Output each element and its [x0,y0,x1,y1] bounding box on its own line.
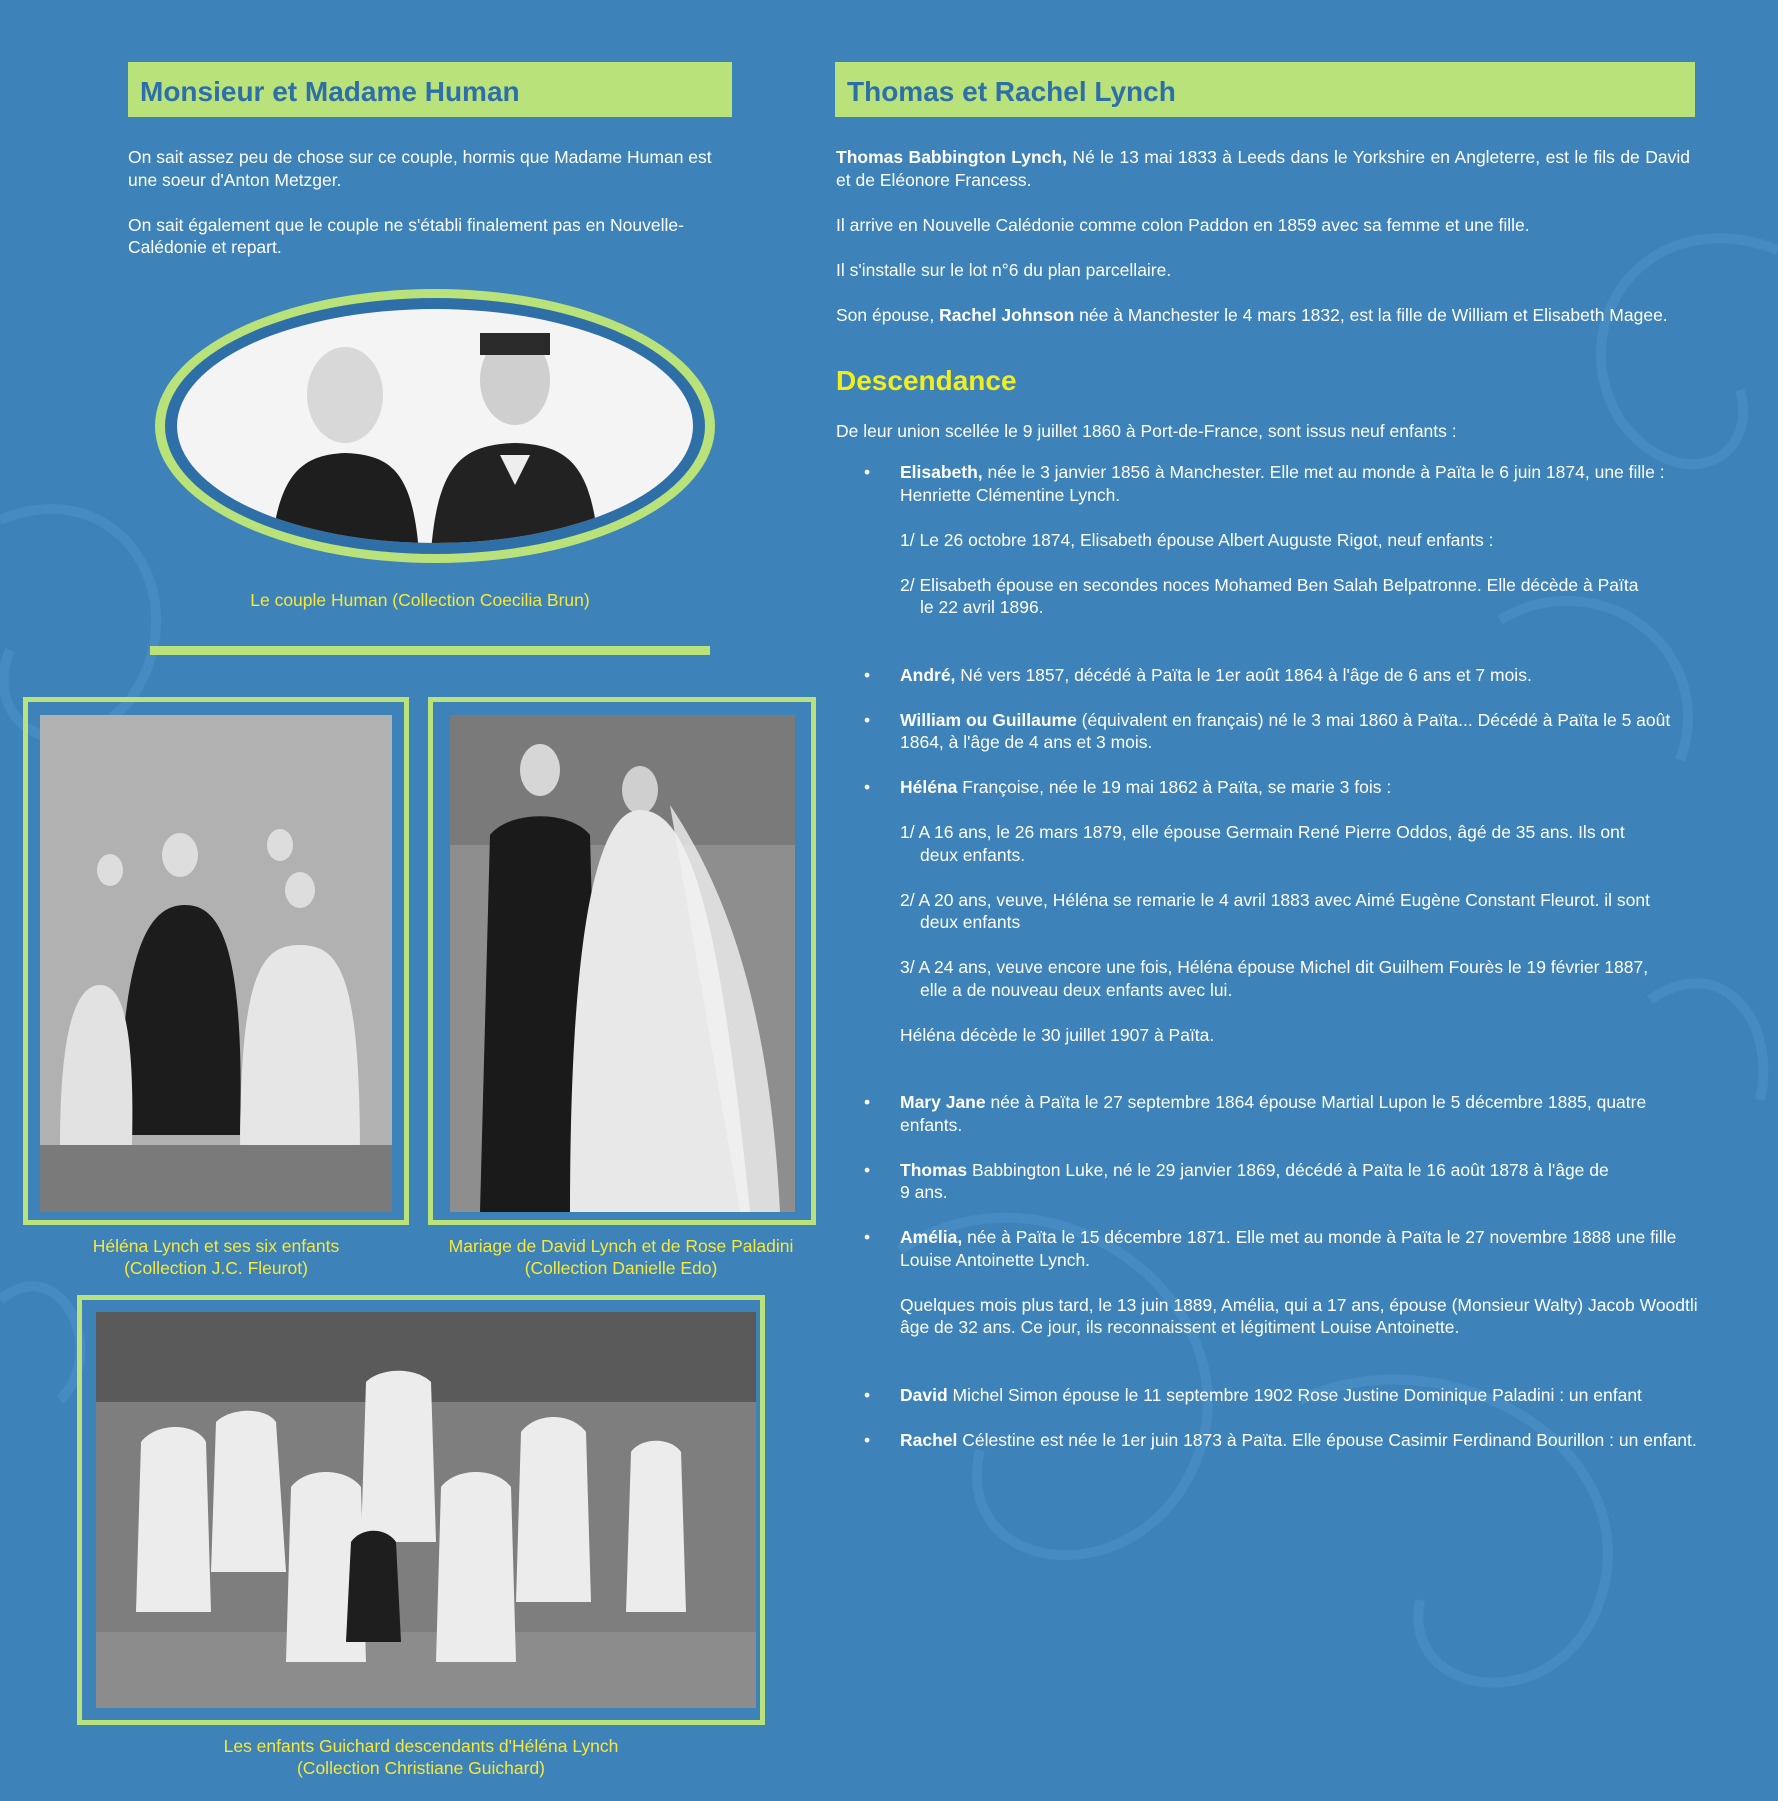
list-item [836,1159,1702,1204]
spacer [836,1361,1702,1384]
caption-guichard [77,1735,765,1779]
bullet-icon: • [864,1159,871,1180]
child-text: Célestine est née le 1er juin 1873 à Païta. Elle épouse Casimir Ferdinand Bourillon : un enfant. [957,1429,1697,1450]
wedding-photo-frame [428,697,816,1225]
right-p4 [836,304,1690,327]
helena-photo [40,715,392,1212]
list-item [836,1226,1702,1271]
child-detail [836,821,1702,866]
right-p4-b: née à Manchester le 4 mars 1832, est la fille de William et Elisabeth Magee. [1074,304,1668,325]
rachel-name: Rachel Johnson [939,304,1075,325]
caption-mariage [425,1235,817,1279]
caption-helena-line1: Héléna Lynch et ses six enfants [92,1236,340,1256]
bullet-icon: • [864,1384,871,1405]
right-p1-text: Né le 13 mai 1833 à Leeds dans le Yorkshire en Angleterre, est le fils de David et de Eléonore Francess. [836,147,1690,190]
child-detail-line: le 22 avril 1896. [920,597,1044,617]
child-detail: Quelques mois plus tard, le 13 juin 1889, Amélia, qui a 17 ans, épouse (Monsieur Walty) Jacob Woodtli âge de 32 ans. Ce jour, ils reconnaissent et légitiment Louise Antoinette. [900,1294,1698,1337]
child-text: 9 ans. [900,1182,948,1202]
guichard-photo-frame [77,1295,765,1725]
left-intro-1: On sait assez peu de chose sur ce couple, hormis que Madame Human est une soeur d'Anton Metzger. [128,147,712,190]
left-title-banner [128,62,732,117]
child-detail: Héléna décède le 30 juillet 1907 à Païta. [900,1024,1215,1045]
child-detail-line: 2/ A 20 ans, veuve, Héléna se remarie le 4 avril 1883 avec Aimé Eugène Constant Fleurot. il sont [900,889,1651,910]
child-detail-line: 1/ A 16 ans, le 26 mars 1879, elle épouse Germain René Pierre Oddos, âgé de 35 ans. Ils ont [900,822,1625,842]
child-text: née à Païta le 15 décembre 1871. Elle met au monde à Païta le 27 novembre 1888 une fille Louise Antoinette Lynch. [900,1227,1677,1270]
child-detail [836,956,1702,1001]
child-name: André, [900,664,956,685]
thomas-name: Thomas Babbington Lynch, [836,147,1067,167]
list-item [836,461,1702,506]
caption-helena-line2: (Collection J.C. Fleurot) [124,1258,308,1278]
spacer [836,1069,1702,1092]
guichard-photo [96,1312,756,1708]
caption-human-text: Le couple Human (Collection Coecilia Brun) [250,590,590,610]
child-text: Michel Simon épouse le 11 septembre 1902 Rose Justine Dominique Paladini : un enfant [947,1384,1642,1405]
caption-guichard-line2: (Collection Christiane Guichard) [296,1758,546,1778]
caption-mariage-line2: (Collection Danielle Edo) [524,1258,718,1278]
child-detail-line: 2/ Elisabeth épouse en secondes noces Mohamed Ben Salah Belpatronne. Elle décède à Païta [900,574,1639,595]
child-name: Amélia, [900,1227,963,1247]
right-p3: Il s'installe sur le lot n°6 du plan parcellaire. [836,259,1172,280]
human-couple-photo [150,285,720,568]
bullet-icon: • [864,1429,871,1450]
child-detail-line: deux enfants. [920,844,1026,865]
caption-mariage-line1: Mariage de David Lynch et de Rose Paladini [448,1236,794,1256]
child-name: William ou Guillaume [900,709,1077,730]
list-item [836,776,1702,799]
caption-human [200,589,640,611]
bullet-icon: • [864,664,871,685]
child-detail-line: deux enfants [920,912,1021,932]
child-text: Né vers 1857, décédé à Païta le 1er août 1864 à l'âge de 6 ans et 7 mois. [955,664,1532,685]
child-detail-line: 3/ A 24 ans, veuve encore une fois, Héléna épouse Michel dit Guilhem Fourès le 19 février 1887, [900,957,1649,977]
left-divider [150,646,710,655]
child-text: Françoise, née le 19 mai 1862 à Païta, se marie 3 fois : [957,777,1392,797]
descendance-intro: De leur union scellée le 9 juillet 1860 à Port-de-France, sont issus neuf enfants : [836,421,1457,441]
child-name: David [900,1384,948,1405]
bullet-icon: • [864,777,871,797]
list-item [836,1384,1702,1407]
child-detail: 1/ Le 26 octobre 1874, Elisabeth épouse Albert Auguste Rigot, neuf enfants : [900,529,1494,550]
descendance-heading: Descendance [836,365,1017,396]
left-intro [128,146,734,281]
child-name: Héléna [900,777,958,797]
right-title: Thomas et Rachel Lynch [847,76,1176,107]
right-title-banner [835,62,1695,117]
child-text: née le 3 janvier 1856 à Manchester. Elle met au monde à Païta le 6 juin 1874, une fille : Henriette Clémentine Lynch. [900,462,1665,505]
right-p4-a: Son épouse, [836,304,940,325]
child-text: Babbington Luke, né le 29 janvier 1869, décédé à Païta le 16 août 1878 à l'âge de [967,1159,1609,1180]
right-p2: Il arrive en Nouvelle Calédonie comme colon Paddon en 1859 avec sa femme et une fille. [836,214,1530,235]
list-item [836,664,1702,687]
list-item [836,1091,1702,1136]
list-item [836,709,1702,754]
child-text: née à Païta le 27 septembre 1864 épouse Martial Lupon le 5 décembre 1885, quatre enfants. [900,1092,1647,1135]
children-list [836,461,1702,1474]
right-p1 [836,146,1690,191]
bullet-icon: • [864,1092,871,1112]
list-item [836,1429,1702,1452]
child-detail [836,889,1702,934]
child-text: (équivalent en français) né le 3 mai 1860 à Païta... Décédé à Païta le 5 août 1864, à l'âge de 4 ans et 3 mois. [900,709,1671,752]
bullet-icon: • [864,709,871,730]
spacer [836,641,1702,664]
child-name: Elisabeth, [900,462,983,482]
child-name: Thomas [900,1159,968,1180]
caption-helena [23,1235,409,1279]
left-intro-2: On sait également que le couple ne s'établi finalement pas en Nouvelle-Calédonie et repart. [128,214,684,257]
left-title: Monsieur et Madame Human [140,76,520,107]
child-detail [836,574,1702,619]
caption-guichard-line1: Les enfants Guichard descendants d'Héléna Lynch [223,1736,619,1756]
child-detail-line: elle a de nouveau deux enfants avec lui. [920,979,1233,1000]
right-intro [836,146,1690,349]
bullet-icon: • [864,1227,871,1247]
wedding-photo [450,715,795,1212]
child-name: Rachel [900,1429,958,1450]
child-name: Mary Jane [900,1092,986,1112]
bullet-icon: • [864,462,871,482]
helena-photo-frame [23,697,409,1225]
